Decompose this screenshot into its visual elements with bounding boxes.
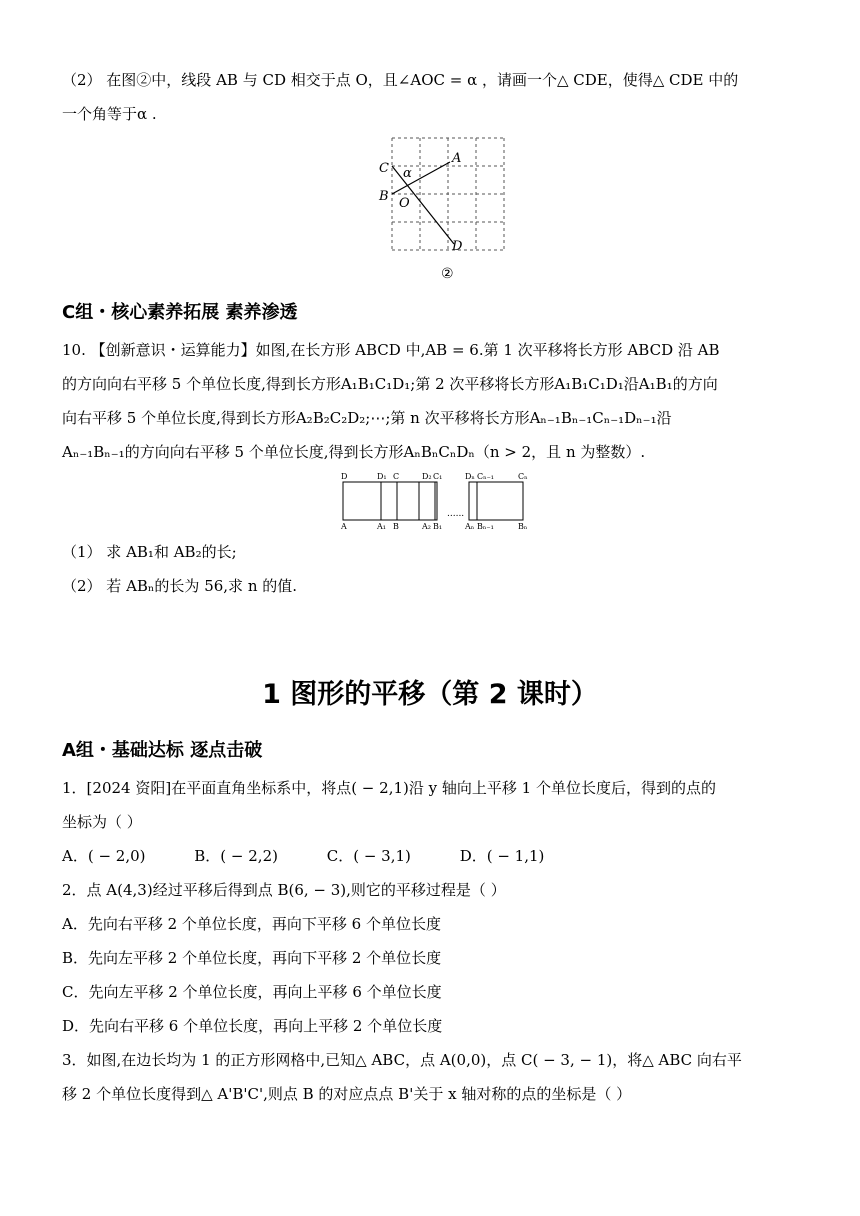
q10-line2: 的方向向右平移 5 个单位长度,得到长方形A₁B₁C₁D₁;第 2 次平移将长方形A₁B₁C₁D₁沿A₁B₁的方向: [62, 375, 718, 393]
label-bottom-b1: B₁: [433, 522, 443, 531]
section-c-heading: C组・核心素养拓展 素养渗透: [62, 302, 298, 323]
lesson-title: 1 图形的平移（第 2 课时）: [262, 679, 598, 710]
q3-line2: 移 2 个单位长度得到△ A'B'C',则点 B 的对应点点 B'关于 x 轴对称的点的坐标是（ ）: [62, 1085, 632, 1103]
label-top-dn: Dₙ: [465, 472, 475, 481]
figure-dots: ......: [447, 509, 465, 519]
label-top-d: D: [341, 472, 348, 481]
q9-part2-line1: （2） 在图②中，线段 AB 与 CD 相交于点 O，且∠AOC = α ，请画一个△ CDE，使得△ CDE 中的: [62, 71, 739, 89]
q2-option-d: D．先向右平移 6 个单位长度，再向上平移 2 个单位长度: [62, 1017, 443, 1035]
q10-line3: 向右平移 5 个单位长度,得到长方形A₂B₂C₂D₂;⋯;第 n 次平移将长方形Aₙ₋₁Bₙ₋₁Cₙ₋₁Dₙ₋₁沿: [62, 409, 672, 427]
q1-options: [62, 846, 588, 866]
q1-option-c: C．( − 3,1): [326, 847, 411, 865]
label-c: C: [379, 161, 389, 176]
label-o: O: [399, 196, 410, 211]
q3-line1: 3．如图,在边长均为 1 的正方形网格中,已知△ ABC，点 A(0,0)，点 C( − 3, − 1)，将△ ABC 向右平: [62, 1051, 742, 1069]
label-top-d2: D₂: [422, 472, 432, 481]
label-top-c1: C₁: [433, 472, 443, 481]
label-top-c: C: [393, 472, 400, 481]
label-bottom-bn-1: Bₙ₋₁: [477, 522, 494, 531]
label-alpha: α: [403, 166, 412, 181]
q1-option-d: D．( − 1,1): [459, 847, 545, 865]
figure-2-grid: [370, 132, 520, 282]
label-bottom-a: A: [341, 522, 347, 531]
q10-sub2: （2） 若 ABₙ的长为 56,求 n 的值.: [62, 577, 298, 595]
q2-option-b: B．先向左平移 2 个单位长度，再向下平移 2 个单位长度: [62, 949, 442, 967]
label-bottom-an: Aₙ: [465, 522, 475, 531]
q9-part2-line2: 一个角等于α .: [62, 105, 157, 123]
q2-line1: 2．点 A(4,3)经过平移后得到点 B(6, − 3),则它的平移过程是（ ）: [62, 881, 506, 899]
q10-line4: Aₙ₋₁Bₙ₋₁的方向向右平移 5 个单位长度,得到长方形AₙBₙCₙDₙ（n > 2，且 n 为整数）.: [62, 443, 646, 461]
q1-option-b: B．( − 2,2): [194, 847, 278, 865]
label-a: A: [452, 151, 462, 166]
section-a-heading: A组・基础达标 逐点击破: [62, 740, 263, 761]
label-top-d1: D₁: [377, 472, 387, 481]
segment-ab: [392, 162, 450, 194]
q1-option-a: A．( − 2,0): [62, 847, 146, 865]
q10-sub1: （1） 求 AB₁和 AB₂的长;: [62, 543, 237, 561]
label-b: B: [379, 189, 389, 204]
label-top-cn-1: Cₙ₋₁: [477, 472, 495, 481]
label-d: D: [452, 239, 463, 254]
q10-line1: 10. 【创新意识・运算能力】如图,在长方形 ABCD 中,AB = 6.第 1 次平移将长方形 ABCD 沿 AB: [62, 341, 720, 359]
q2-option-c: C．先向左平移 2 个单位长度，再向上平移 6 个单位长度: [62, 983, 442, 1001]
q2-option-a: A．先向右平移 2 个单位长度，再向下平移 6 个单位长度: [62, 915, 441, 933]
q1-line1: 1．[2024 资阳]在平面直角坐标系中，将点( − 2,1)沿 y 轴向上平移 1 个单位长度后，得到的点的: [62, 779, 716, 797]
rectangles-figure: [335, 470, 535, 532]
figure-caption: ②: [441, 266, 454, 282]
label-bottom-b: B: [393, 522, 399, 531]
q1-line2: 坐标为（ ）: [62, 813, 142, 831]
label-bottom-a1: A₁: [377, 522, 386, 531]
label-bottom-a2: A₂: [422, 522, 431, 531]
label-top-cn: Cₙ: [518, 472, 528, 481]
label-bottom-bn: Bₙ: [518, 522, 528, 531]
